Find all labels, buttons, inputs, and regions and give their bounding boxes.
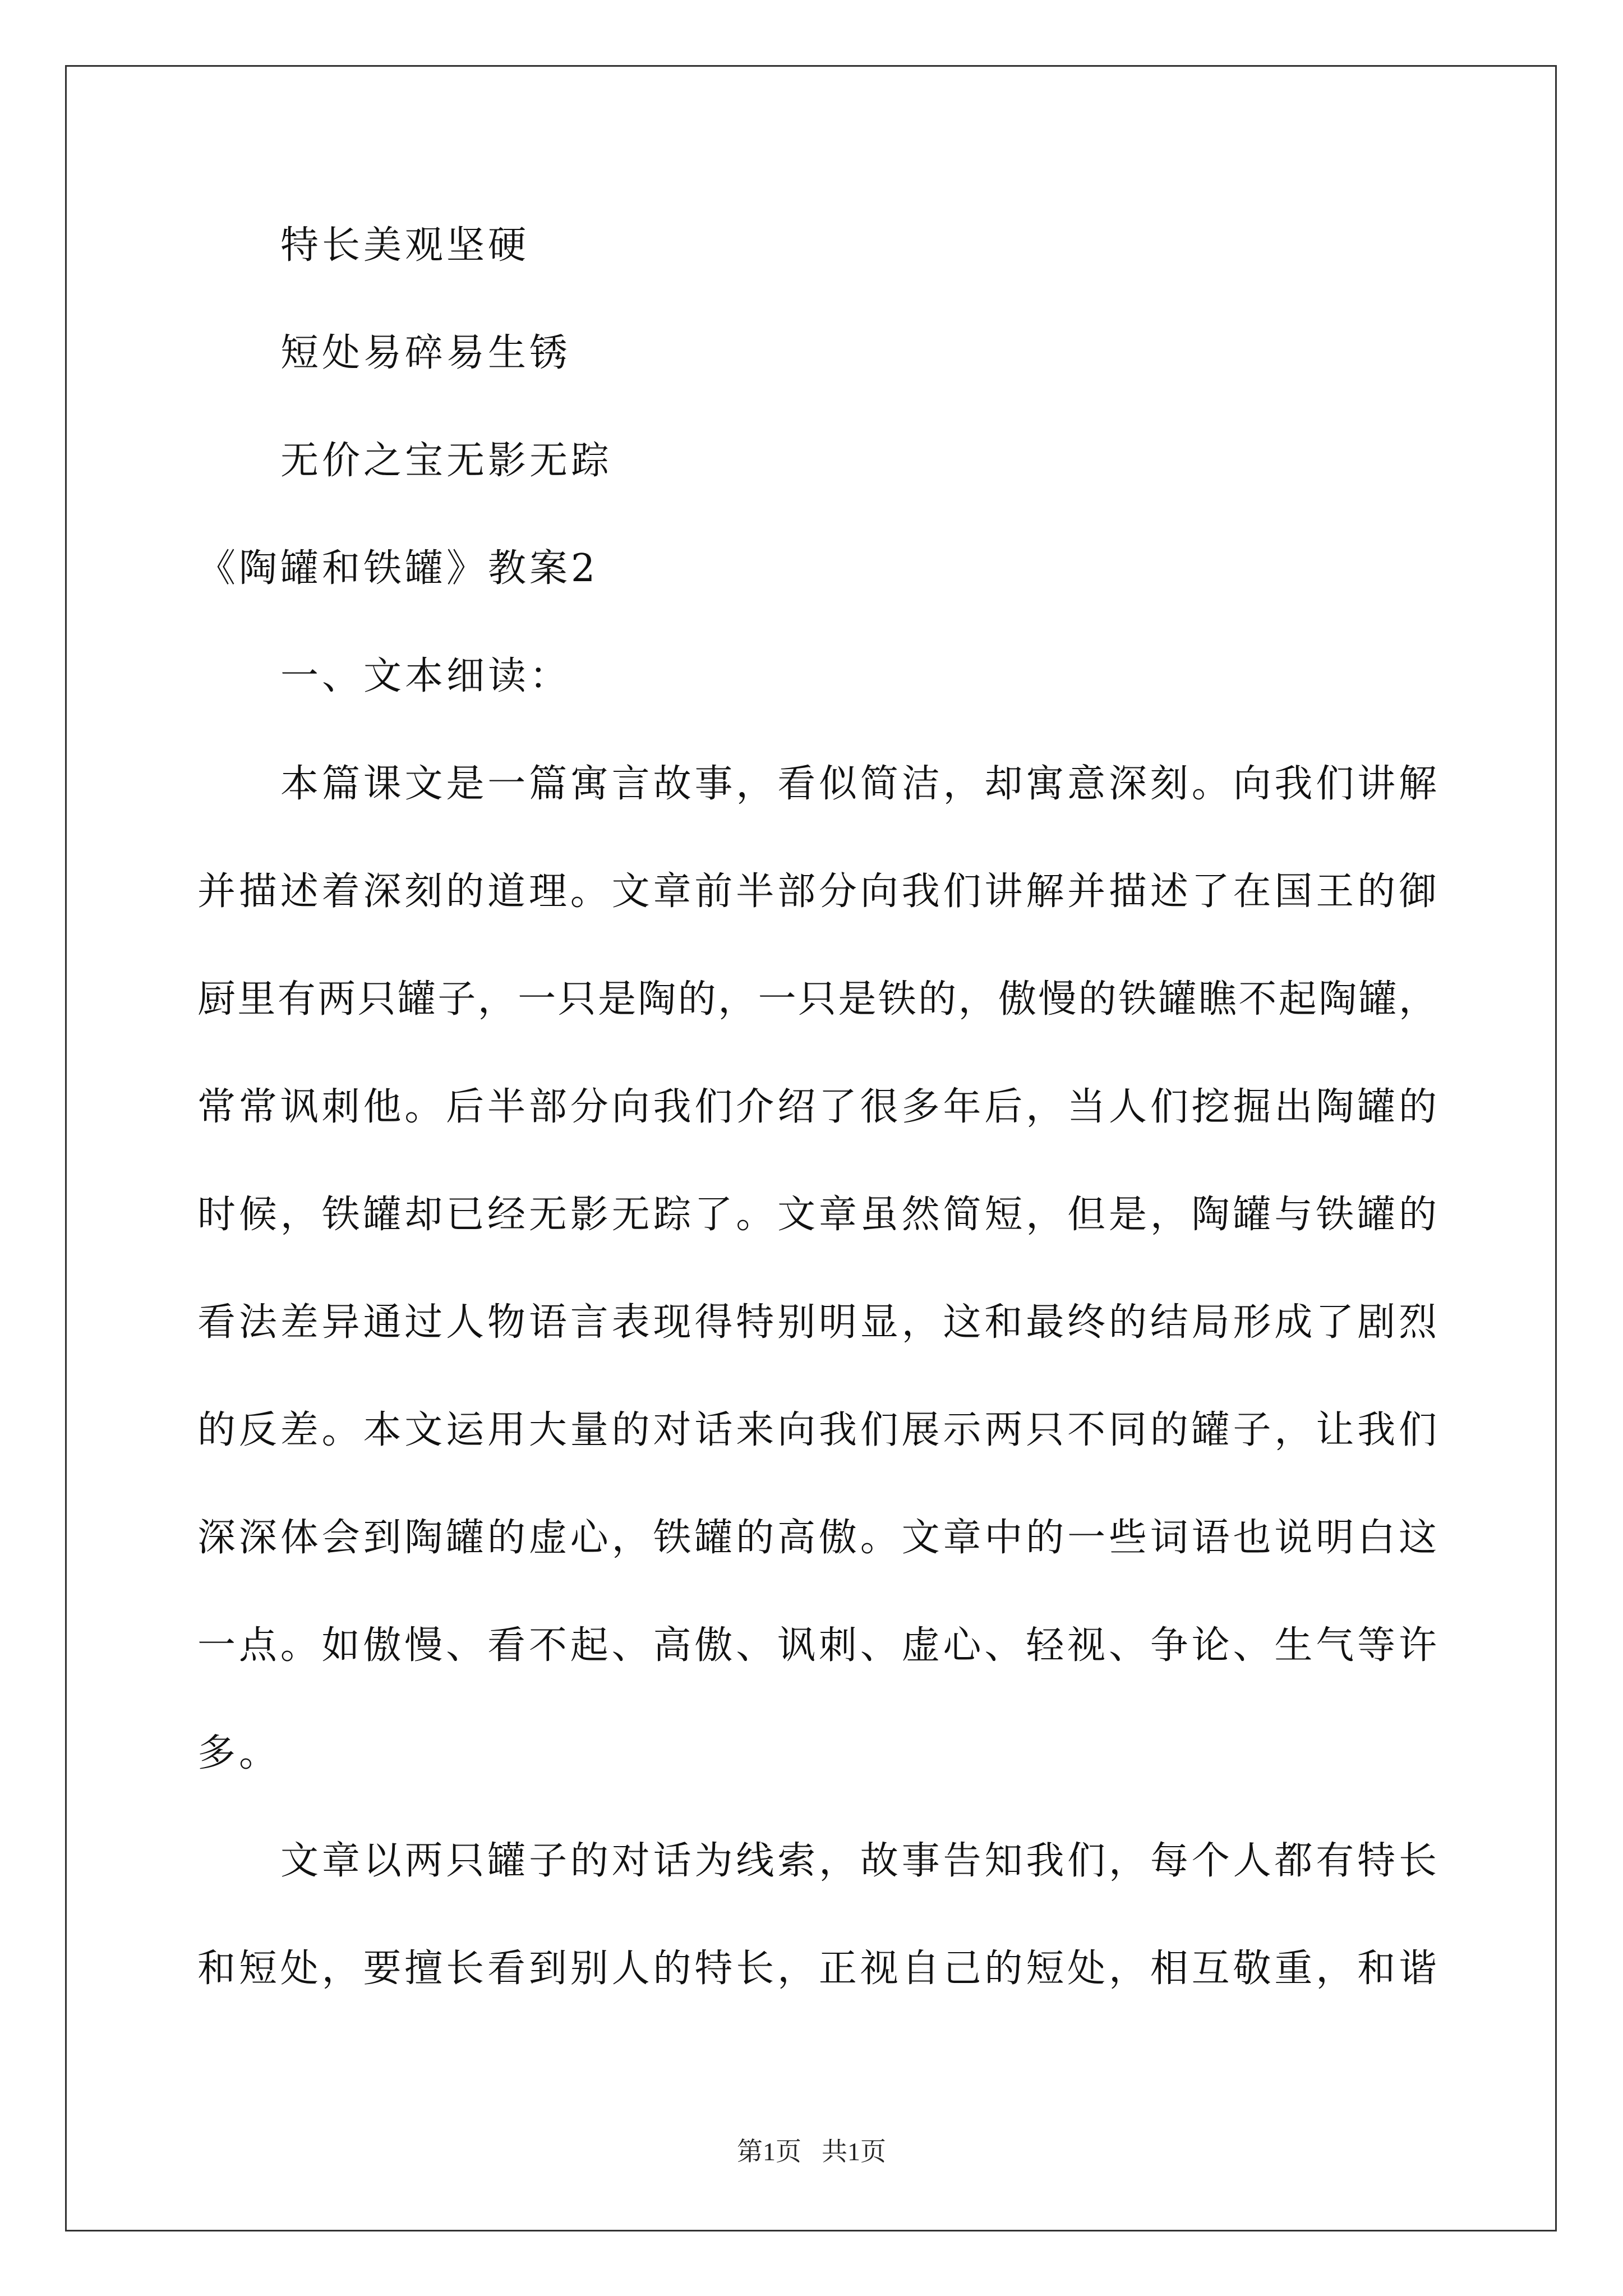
paragraph1-line-10: 多。 <box>197 1731 281 1775</box>
page-total: 共1页 <box>822 2137 886 2166</box>
paragraph1-line-5: 时候，铁罐却已经无影无踪了。文章虽然简短，但是，陶罐与铁罐的 <box>197 1193 1437 1237</box>
page-footer <box>0 2136 1623 2168</box>
paragraph2-line-2: 和短处，要擅长看到别人的特长，正视自己的短处，相互敬重，和谐 <box>197 1947 1437 1991</box>
list-line-3: 无价之宝无影无踪 <box>280 439 613 483</box>
section-title: 《陶罐和铁罐》教案2 <box>197 546 599 591</box>
paragraph1-line-9: 一点。如傲慢、看不起、高傲、讽刺、虚心、轻视、争论、生气等许 <box>197 1623 1437 1668</box>
page-number: 第1页 <box>737 2137 801 2166</box>
paragraph1-line-3: 厨里有两只罐子，一只是陶的，一只是铁的，傲慢的铁罐瞧不起陶罐， <box>197 977 1437 1022</box>
paragraph1-line-6: 看法差异通过人物语言表现得特别明显，这和最终的结局形成了剧烈 <box>197 1300 1437 1345</box>
subsection-title: 一、文本细读： <box>280 654 571 698</box>
paragraph2-line-1: 文章以两只罐子的对话为线索，故事告知我们，每个人都有特长 <box>280 1839 1437 1883</box>
paragraph1-line-4: 常常讽刺他。后半部分向我们介绍了很多年后，当人们挖掘出陶罐的 <box>197 1085 1437 1129</box>
list-line-1: 特长美观坚硬 <box>280 223 530 268</box>
list-line-2: 短处易碎易生锈 <box>280 331 571 375</box>
paragraph1-line-1: 本篇课文是一篇寓言故事，看似简洁，却寓意深刻。向我们讲解 <box>280 762 1437 806</box>
paragraph1-line-8: 深深体会到陶罐的虚心，铁罐的高傲。文章中的一些词语也说明白这 <box>197 1516 1437 1560</box>
paragraph1-line-2: 并描述着深刻的道理。文章前半部分向我们讲解并描述了在国王的御 <box>197 869 1437 914</box>
paragraph1-line-7: 的反差。本文运用大量的对话来向我们展示两只不同的罐子，让我们 <box>197 1408 1437 1452</box>
page-border <box>65 65 1557 2231</box>
